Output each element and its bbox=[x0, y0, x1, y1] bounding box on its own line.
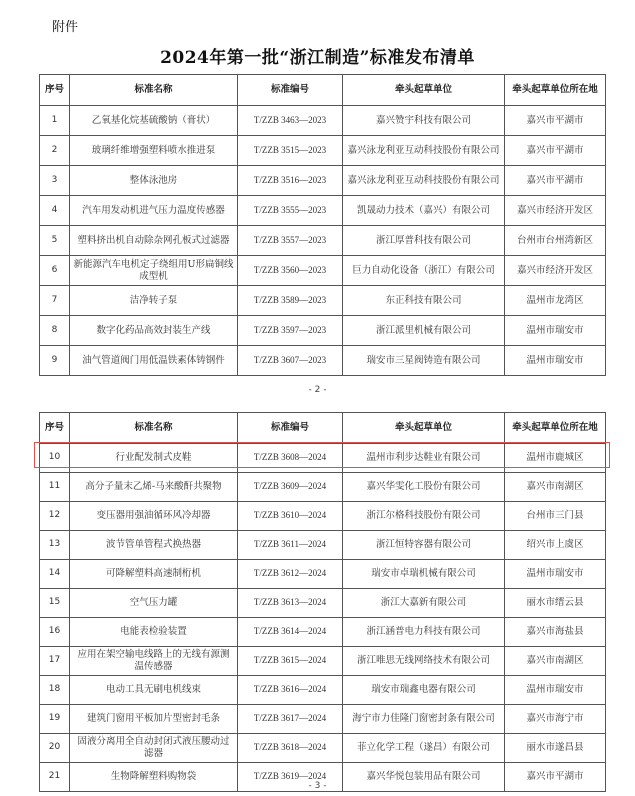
cell-standard-name: 应用在架空输电线路上的无线有源测温传感器 bbox=[70, 647, 238, 676]
header-lead-org: 牵头起草单位 bbox=[343, 75, 505, 106]
cell-seq: 7 bbox=[40, 286, 70, 316]
cell-seq: 3 bbox=[40, 166, 70, 196]
table-row bbox=[40, 286, 606, 316]
table-header-row bbox=[40, 413, 606, 444]
cell-seq: 17 bbox=[40, 647, 70, 676]
cell-location: 嘉兴市平湖市 bbox=[505, 166, 606, 196]
cell-lead-org: 嘉兴华雯化工股份有限公司 bbox=[343, 473, 505, 502]
cell-lead-org: 东正科技有限公司 bbox=[343, 286, 505, 316]
table-row bbox=[40, 473, 606, 502]
cell-standard-name: 高分子量末乙烯-马来酸酐共聚物 bbox=[70, 473, 238, 502]
cell-standard-code: T/ZZB 3610—2024 bbox=[238, 502, 343, 531]
table-row bbox=[40, 256, 606, 286]
cell-location: 嘉兴市南湖区 bbox=[505, 473, 606, 502]
cell-standard-name: 塑料挤出机自动除杂网孔板式过滤器 bbox=[70, 226, 238, 256]
table-row bbox=[40, 618, 606, 647]
cell-seq: 13 bbox=[40, 531, 70, 560]
cell-location: 嘉兴市经济开发区 bbox=[505, 256, 606, 286]
cell-lead-org: 浙江恒特容器有限公司 bbox=[343, 531, 505, 560]
cell-lead-org: 嘉兴泳龙利亚互动科技股份有限公司 bbox=[343, 166, 505, 196]
cell-standard-code: T/ZZB 3612—2024 bbox=[238, 560, 343, 589]
cell-seq: 2 bbox=[40, 136, 70, 166]
cell-location: 嘉兴市南湖区 bbox=[505, 647, 606, 676]
cell-seq: 19 bbox=[40, 705, 70, 734]
cell-standard-name: 新能源汽车电机定子绕组用U形扁铜线成型机 bbox=[70, 256, 238, 286]
standards-table-page-1 bbox=[39, 74, 606, 376]
table-row bbox=[40, 316, 606, 346]
cell-standard-code: T/ZZB 3618—2024 bbox=[238, 734, 343, 763]
cell-seq: 14 bbox=[40, 560, 70, 589]
cell-seq: 10 bbox=[40, 444, 70, 473]
cell-standard-name: 数字化药品高效封装生产线 bbox=[70, 316, 238, 346]
table-row bbox=[40, 560, 606, 589]
table-row bbox=[40, 136, 606, 166]
table-row bbox=[40, 196, 606, 226]
cell-standard-code: T/ZZB 3515—2023 bbox=[238, 136, 343, 166]
cell-standard-name: 建筑门窗用平板加片型密封毛条 bbox=[70, 705, 238, 734]
cell-location: 温州市瑞安市 bbox=[505, 346, 606, 376]
cell-seq: 6 bbox=[40, 256, 70, 286]
cell-lead-org: 温州市利步达鞋业有限公司 bbox=[343, 444, 505, 473]
cell-seq: 8 bbox=[40, 316, 70, 346]
page-number-2: - 2 - bbox=[308, 385, 327, 395]
cell-seq: 20 bbox=[40, 734, 70, 763]
cell-location: 温州市瑞安市 bbox=[505, 560, 606, 589]
cell-location: 丽水市遂昌县 bbox=[505, 734, 606, 763]
cell-location: 绍兴市上虞区 bbox=[505, 531, 606, 560]
cell-standard-code: T/ZZB 3615—2024 bbox=[238, 647, 343, 676]
cell-standard-code: T/ZZB 3560—2023 bbox=[238, 256, 343, 286]
cell-seq: 11 bbox=[40, 473, 70, 502]
cell-standard-name: 行业配发制式皮鞋 bbox=[70, 444, 238, 473]
header-location: 牵头起草单位所在地 bbox=[505, 75, 606, 106]
page-number-3: - 3 - bbox=[308, 781, 327, 791]
table-row bbox=[40, 531, 606, 560]
cell-standard-name: 油气管道阀门用低温铁素体铸钢件 bbox=[70, 346, 238, 376]
cell-location: 温州市瑞安市 bbox=[505, 316, 606, 346]
cell-seq: 16 bbox=[40, 618, 70, 647]
table-header-row bbox=[40, 75, 606, 106]
cell-location: 嘉兴市海宁市 bbox=[505, 705, 606, 734]
cell-standard-code: T/ZZB 3608—2024 bbox=[238, 444, 343, 473]
cell-lead-org: 浙江尔格科技股份有限公司 bbox=[343, 502, 505, 531]
cell-standard-code: T/ZZB 3616—2024 bbox=[238, 676, 343, 705]
cell-lead-org: 嘉兴赞宇科技有限公司 bbox=[343, 106, 505, 136]
cell-standard-code: T/ZZB 3617—2024 bbox=[238, 705, 343, 734]
table-row bbox=[40, 705, 606, 734]
cell-lead-org: 浙江唯思无线网络技术有限公司 bbox=[343, 647, 505, 676]
table-row bbox=[40, 106, 606, 136]
attachment-label: 附件 bbox=[52, 20, 79, 35]
header-lead-org: 牵头起草单位 bbox=[343, 413, 505, 444]
table-row bbox=[40, 166, 606, 196]
table-row bbox=[40, 226, 606, 256]
header-seq: 序号 bbox=[40, 413, 70, 444]
cell-seq: 5 bbox=[40, 226, 70, 256]
cell-lead-org: 浙江厚普科技有限公司 bbox=[343, 226, 505, 256]
cell-location: 丽水市缙云县 bbox=[505, 589, 606, 618]
cell-standard-code: T/ZZB 3614—2024 bbox=[238, 618, 343, 647]
cell-standard-code: T/ZZB 3619—2024 bbox=[238, 763, 343, 792]
cell-location: 温州市瑞安市 bbox=[505, 676, 606, 705]
cell-standard-name: 变压器用强油循环风冷却器 bbox=[70, 502, 238, 531]
cell-standard-code: T/ZZB 3613—2024 bbox=[238, 589, 343, 618]
table-row bbox=[40, 647, 606, 676]
cell-standard-name: 可降解塑料高速制桁机 bbox=[70, 560, 238, 589]
cell-location: 嘉兴市经济开发区 bbox=[505, 196, 606, 226]
cell-standard-code: T/ZZB 3463—2023 bbox=[238, 106, 343, 136]
cell-lead-org: 海宁市力佳隆门窗密封条有限公司 bbox=[343, 705, 505, 734]
cell-seq: 9 bbox=[40, 346, 70, 376]
cell-seq: 15 bbox=[40, 589, 70, 618]
cell-location: 嘉兴市平湖市 bbox=[505, 136, 606, 166]
header-location: 牵头起草单位所在地 bbox=[505, 413, 606, 444]
cell-seq: 18 bbox=[40, 676, 70, 705]
table-row bbox=[40, 444, 606, 473]
cell-lead-org: 瑞安市瑞鑫电器有限公司 bbox=[343, 676, 505, 705]
header-name: 标准名称 bbox=[70, 413, 238, 444]
cell-standard-code: T/ZZB 3609—2024 bbox=[238, 473, 343, 502]
cell-seq: 1 bbox=[40, 106, 70, 136]
cell-standard-name: 玻璃纤维增强塑料喷水推进泵 bbox=[70, 136, 238, 166]
cell-standard-name: 固液分离用全自动封闭式液压腰动过滤器 bbox=[70, 734, 238, 763]
cell-standard-name: 波节管单管程式换热器 bbox=[70, 531, 238, 560]
cell-standard-code: T/ZZB 3611—2024 bbox=[238, 531, 343, 560]
cell-standard-name: 洁净转子泵 bbox=[70, 286, 238, 316]
table-row bbox=[40, 589, 606, 618]
page-title: 2024年第一批“浙江制造”标准发布清单 bbox=[160, 48, 475, 68]
table-row bbox=[40, 734, 606, 763]
table-row bbox=[40, 502, 606, 531]
cell-standard-name: 空气压力罐 bbox=[70, 589, 238, 618]
cell-location: 台州市三门县 bbox=[505, 502, 606, 531]
cell-standard-code: T/ZZB 3555—2023 bbox=[238, 196, 343, 226]
header-name: 标准名称 bbox=[70, 75, 238, 106]
cell-standard-code: T/ZZB 3557—2023 bbox=[238, 226, 343, 256]
cell-location: 温州市鹿城区 bbox=[505, 444, 606, 473]
cell-standard-code: T/ZZB 3597—2023 bbox=[238, 316, 343, 346]
table-row bbox=[40, 676, 606, 705]
cell-lead-org: 嘉兴华悦包装用品有限公司 bbox=[343, 763, 505, 792]
cell-location: 嘉兴市平湖市 bbox=[505, 106, 606, 136]
cell-lead-org: 浙江涵普电力科技有限公司 bbox=[343, 618, 505, 647]
cell-lead-org: 凯晟动力技术（嘉兴）有限公司 bbox=[343, 196, 505, 226]
cell-standard-name: 电能表检验装置 bbox=[70, 618, 238, 647]
cell-lead-org: 瑞安市卓瑞机械有限公司 bbox=[343, 560, 505, 589]
cell-lead-org: 浙江大嘉新有限公司 bbox=[343, 589, 505, 618]
cell-location: 嘉兴市海盐县 bbox=[505, 618, 606, 647]
table-body-page-1 bbox=[40, 106, 606, 376]
cell-lead-org: 瑞安市三星阀铸造有限公司 bbox=[343, 346, 505, 376]
cell-seq: 4 bbox=[40, 196, 70, 226]
cell-standard-name: 整体泳池房 bbox=[70, 166, 238, 196]
cell-location: 温州市龙湾区 bbox=[505, 286, 606, 316]
cell-standard-code: T/ZZB 3607—2023 bbox=[238, 346, 343, 376]
standards-table-page-2 bbox=[39, 412, 606, 792]
table-body-page-2 bbox=[40, 444, 606, 792]
cell-location: 台州市台州湾新区 bbox=[505, 226, 606, 256]
cell-standard-code: T/ZZB 3589—2023 bbox=[238, 286, 343, 316]
cell-lead-org: 浙江派里机械有限公司 bbox=[343, 316, 505, 346]
cell-standard-name: 乙氧基化烷基硫酸钠（膏状） bbox=[70, 106, 238, 136]
cell-standard-name: 汽车用发动机进气压力温度传感器 bbox=[70, 196, 238, 226]
cell-seq: 21 bbox=[40, 763, 70, 792]
header-seq: 序号 bbox=[40, 75, 70, 106]
cell-location: 嘉兴市平湖市 bbox=[505, 763, 606, 792]
cell-lead-org: 菲立化学工程（遂昌）有限公司 bbox=[343, 734, 505, 763]
cell-lead-org: 巨力自动化设备（浙江）有限公司 bbox=[343, 256, 505, 286]
cell-standard-code: T/ZZB 3516—2023 bbox=[238, 166, 343, 196]
header-code: 标准编号 bbox=[238, 413, 343, 444]
cell-seq: 12 bbox=[40, 502, 70, 531]
header-code: 标准编号 bbox=[238, 75, 343, 106]
cell-standard-name: 电动工具无刷电机线束 bbox=[70, 676, 238, 705]
cell-lead-org: 嘉兴泳龙利亚互动科技股份有限公司 bbox=[343, 136, 505, 166]
cell-standard-name: 生物降解塑料购物袋 bbox=[70, 763, 238, 792]
table-row bbox=[40, 346, 606, 376]
